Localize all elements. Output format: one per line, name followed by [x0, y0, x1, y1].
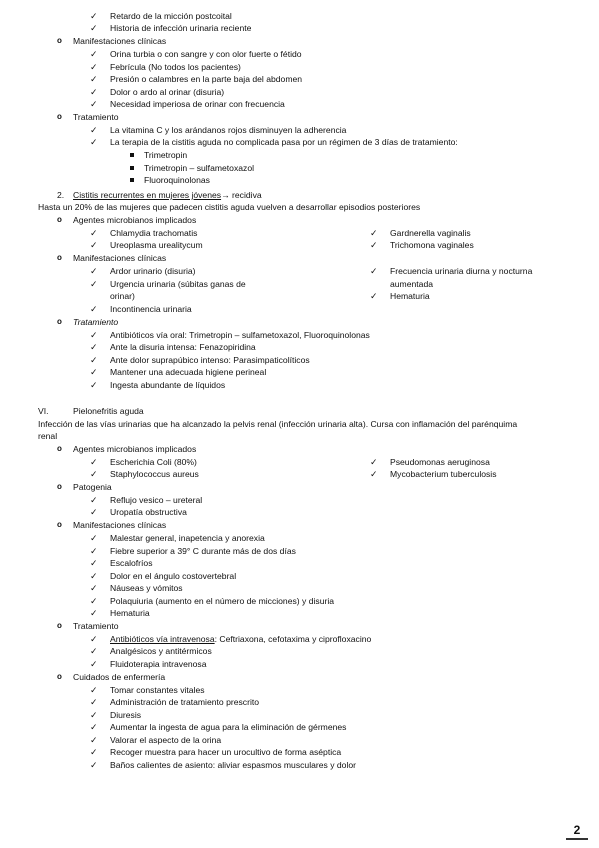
- circle-bullet-icon: [57, 481, 62, 494]
- section-subheading: Tratamiento: [73, 112, 119, 122]
- section-heading: [73, 189, 262, 202]
- list-item: La vitamina C y los arándanos rojos disminuyen la adherencia: [110, 125, 347, 135]
- check-icon: [90, 557, 98, 570]
- check-icon: [90, 278, 98, 291]
- list-subitem: Trimetropin – sulfametoxazol: [144, 163, 255, 173]
- check-icon: [370, 227, 378, 240]
- list-subitem: Trimetropin: [144, 150, 188, 160]
- page-number-underline: [566, 838, 588, 840]
- circle-bullet-icon: [57, 620, 62, 633]
- check-icon: [90, 456, 98, 469]
- section-subheading: Tratamiento: [73, 317, 119, 327]
- check-icon: [90, 734, 98, 747]
- check-icon: [90, 746, 98, 759]
- square-bullet-icon: [130, 153, 134, 157]
- list-item: Baños calientes de asiento: aliviar espasmos musculares y dolor: [110, 760, 357, 770]
- list-item: Staphylococcus aureus: [110, 469, 199, 479]
- section-subheading: Manifestaciones clínicas: [73, 253, 167, 263]
- list-item: Ante la disuria intensa: Fenazopiridina: [110, 342, 256, 352]
- circle-bullet-icon: [57, 111, 62, 124]
- list-item: Frecuencia urinaria diurna y nocturna: [390, 266, 533, 276]
- list-item: Trichomona vaginales: [390, 240, 474, 250]
- list-item: Ingesta abundante de líquidos: [110, 380, 226, 390]
- check-icon: [90, 468, 98, 481]
- check-icon: [90, 532, 98, 545]
- list-item: Mantener una adecuada higiene perineal: [110, 367, 267, 377]
- check-icon: [90, 696, 98, 709]
- list-item: La terapia de la cistitis aguda no complicada pasa por un régimen de 3 días de tratamiento:: [110, 137, 458, 147]
- check-icon: [90, 645, 98, 658]
- list-item: Malestar general, inapetencia y anorexia: [110, 533, 265, 543]
- list-item: Escherichia Coli (80%): [110, 457, 197, 467]
- check-icon: [90, 48, 98, 61]
- check-icon: [90, 607, 98, 620]
- section-subheading: Tratamiento: [73, 621, 119, 631]
- list-item: Reflujo vesico – ureteral: [110, 495, 203, 505]
- circle-bullet-icon: [57, 252, 62, 265]
- section-subheading: Patogenia: [73, 482, 112, 492]
- list-item: Ureoplasma urealitycum: [110, 240, 203, 250]
- list-item: Febrícula (No todos los pacientes): [110, 62, 241, 72]
- check-icon: [90, 595, 98, 608]
- check-icon: [90, 684, 98, 697]
- check-icon: [90, 86, 98, 99]
- list-item: Ardor urinario (disuria): [110, 266, 196, 276]
- list-item: Gardnerella vaginalis: [390, 228, 471, 238]
- list-item: Presión o calambres en la parte baja del abdomen: [110, 74, 303, 84]
- check-icon: [90, 329, 98, 342]
- list-item: Recoger muestra para hacer un urocultivo de forma aséptica: [110, 747, 342, 757]
- list-item: Dolor en el ángulo costovertebral: [110, 571, 237, 581]
- arrow-icon: →: [221, 190, 230, 200]
- check-icon: [90, 582, 98, 595]
- check-icon: [90, 227, 98, 240]
- list-item: Tomar constantes vitales: [110, 685, 205, 695]
- check-icon: [90, 494, 98, 507]
- list-item: Retardo de la micción postcoital: [110, 11, 232, 21]
- list-item: [110, 633, 371, 646]
- section-number: VI.: [38, 406, 49, 416]
- check-icon: [370, 290, 378, 303]
- list-item: Historia de infección urinaria reciente: [110, 23, 252, 33]
- section-subheading: Manifestaciones clínicas: [73, 520, 167, 530]
- circle-bullet-icon: [57, 35, 62, 48]
- list-item: Ante dolor suprapúbico intenso: Parasimpaticolíticos: [110, 355, 310, 365]
- list-item-label: Antibióticos vía intravenosa: [110, 634, 215, 644]
- check-icon: [90, 10, 98, 23]
- circle-bullet-icon: [57, 671, 62, 684]
- section-subheading: Agentes microbianos implicados: [73, 215, 197, 225]
- list-item: Chlamydia trachomatis: [110, 228, 198, 238]
- list-item: Antibióticos vía oral: Trimetropin – sulfametoxazol, Fluoroquinolonas: [110, 330, 370, 340]
- list-item: Incontinencia urinaria: [110, 304, 192, 314]
- paragraph: Hasta un 20% de las mujeres que padecen cistitis aguda vuelven a desarrollar episodios posteriores: [38, 202, 421, 212]
- square-bullet-icon: [130, 178, 134, 182]
- check-icon: [90, 633, 98, 646]
- circle-bullet-icon: [57, 316, 62, 329]
- list-item-continued: orinar): [110, 291, 135, 301]
- check-icon: [90, 709, 98, 722]
- check-icon: [90, 506, 98, 519]
- check-icon: [90, 265, 98, 278]
- paragraph: Infección de las vías urinarias que ha alcanzado la pelvis renal (infección urinaria alta). Cursa con inflamación del parénquima: [38, 419, 518, 429]
- list-subitem: Fluoroquinolonas: [144, 175, 210, 185]
- circle-bullet-icon: [57, 214, 62, 227]
- check-icon: [90, 545, 98, 558]
- section-subheading: Cuidados de enfermería: [73, 672, 166, 682]
- list-item: Polaquiuria (aumento en el número de micciones) y disuria: [110, 596, 335, 606]
- check-icon: [90, 759, 98, 772]
- check-icon: [90, 303, 98, 316]
- list-item: Náuseas y vómitos: [110, 583, 183, 593]
- section-subheading: Agentes microbianos implicados: [73, 444, 197, 454]
- circle-bullet-icon: [57, 519, 62, 532]
- list-item: Pseudomonas aeruginosa: [390, 457, 490, 467]
- check-icon: [90, 366, 98, 379]
- check-icon: [90, 658, 98, 671]
- check-icon: [90, 98, 98, 111]
- check-icon: [90, 22, 98, 35]
- list-item: Diuresis: [110, 710, 142, 720]
- square-bullet-icon: [130, 166, 134, 170]
- paragraph-continued: renal: [38, 431, 58, 441]
- check-icon: [90, 124, 98, 137]
- section-heading: Pielonefritis aguda: [73, 406, 144, 416]
- check-icon: [370, 265, 378, 278]
- check-icon: [90, 136, 98, 149]
- list-item: Fluidoterapia intravenosa: [110, 659, 207, 669]
- list-item: Uropatía obstructiva: [110, 507, 187, 517]
- list-item: Fiebre superior a 39° C durante más de dos días: [110, 546, 296, 556]
- check-icon: [90, 570, 98, 583]
- page-number: 2: [573, 823, 581, 837]
- check-icon: [90, 721, 98, 734]
- heading-tail: recidiva: [229, 190, 262, 200]
- list-item-rest: : Ceftriaxona, cefotaxima y ciprofloxacino: [214, 634, 372, 644]
- list-item: Urgencia urinaria (súbitas ganas de: [110, 279, 246, 289]
- check-icon: [370, 456, 378, 469]
- list-item: Mycobacterium tuberculosis: [390, 469, 497, 479]
- list-item: Dolor o ardo al orinar (disuria): [110, 87, 225, 97]
- list-item: Necesidad imperiosa de orinar con frecuencia: [110, 99, 285, 109]
- check-icon: [90, 61, 98, 74]
- section-number: 2.: [57, 190, 65, 200]
- list-item-continued: aumentada: [390, 279, 434, 289]
- list-item: Hematuria: [390, 291, 430, 301]
- circle-bullet-icon: [57, 443, 62, 456]
- list-item: Valorar el aspecto de la orina: [110, 735, 222, 745]
- list-item: Orina turbia o con sangre y con olor fuerte o fétido: [110, 49, 302, 59]
- check-icon: [90, 379, 98, 392]
- check-icon: [90, 239, 98, 252]
- check-icon: [370, 239, 378, 252]
- check-icon: [90, 354, 98, 367]
- list-item: Escalofríos: [110, 558, 153, 568]
- list-item: Hematuria: [110, 608, 150, 618]
- list-item: Analgésicos y antitérmicos: [110, 646, 212, 656]
- list-item: Aumentar la ingesta de agua para la eliminación de gérmenes: [110, 722, 347, 732]
- heading-underlined: Cistitis recurrentes en mujeres jóvenes: [73, 190, 222, 200]
- check-icon: [370, 468, 378, 481]
- check-icon: [90, 341, 98, 354]
- section-subheading: Manifestaciones clínicas: [73, 36, 167, 46]
- list-item: Administración de tratamiento prescrito: [110, 697, 260, 707]
- check-icon: [90, 73, 98, 86]
